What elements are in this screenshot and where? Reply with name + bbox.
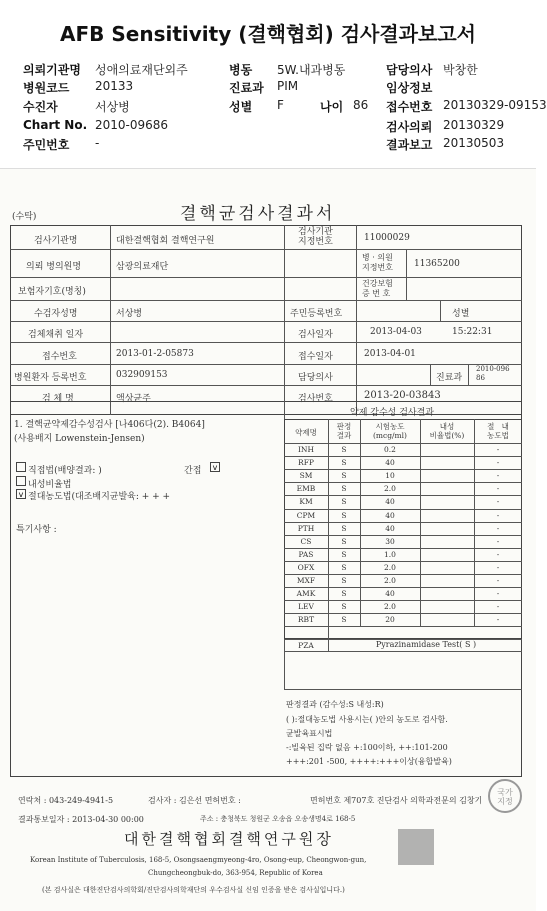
stamp-consignment: (수탁) bbox=[12, 212, 37, 222]
drug-cell-result: S bbox=[341, 589, 347, 599]
absolute-concentration-label: 절대농도법(대조배지균발육: + + + bbox=[28, 492, 171, 502]
drug-cell-concentration: 40 bbox=[385, 523, 395, 533]
report-title: AFB Sensitivity (결핵협회) 검사결과보고서 bbox=[60, 22, 476, 46]
drug-cell-concentration: 20 bbox=[385, 615, 395, 625]
th-concentration: 시험농도 (mcg/ml) bbox=[372, 422, 407, 440]
val-specimen-name: 액상균주 bbox=[116, 394, 151, 404]
val-receipt-no: 2013-01-2-05873 bbox=[116, 349, 194, 359]
lbl-insurance-no: 건강보험 증 번 호 bbox=[362, 279, 393, 298]
drug-cell-concentration: 1.0 bbox=[384, 549, 396, 559]
val-dept: 2010-096 86 bbox=[476, 365, 510, 382]
drug-row-divider bbox=[284, 587, 522, 588]
drug-table-title: 약제 감수성 검사결과 bbox=[350, 408, 434, 418]
drug-row-divider bbox=[284, 522, 522, 523]
drug-row-divider bbox=[284, 469, 522, 470]
drug-cell-concentration: 2.0 bbox=[384, 602, 396, 612]
drug-row-divider bbox=[284, 495, 522, 496]
field-value-result-report: 20130503 bbox=[443, 136, 505, 150]
drug-cell-absolute: - bbox=[496, 562, 500, 572]
legend-line-5: +++:201 -500, ++++:+++이상(융합발육) bbox=[286, 757, 452, 766]
legend-line-2: ( ):절대농도법 사용시는( )안의 농도로 검사함. bbox=[286, 715, 448, 724]
drug-cell-result: S bbox=[341, 445, 347, 454]
lbl-attending-doctor: 담당의사 bbox=[298, 373, 333, 383]
medium-text: (사용배지 Lowenstein-Jensen) bbox=[14, 434, 145, 444]
drug-cell-absolute: - bbox=[496, 589, 500, 599]
drug-cell-absolute: - bbox=[496, 576, 500, 585]
drug-cell-result: S bbox=[341, 615, 347, 625]
field-value-age: 86 bbox=[353, 98, 369, 112]
drug-cell-concentration: 2.0 bbox=[384, 484, 396, 494]
footer-license: 면허번호 제707호 진단검사 의학과전문의 김창기 bbox=[310, 796, 483, 805]
footer-institute: 대한결핵협회결핵연구원장 bbox=[124, 830, 334, 848]
pza-value: Pyrazinamidase Test( S ) bbox=[375, 640, 477, 649]
drug-cell-result: S bbox=[341, 562, 347, 572]
drug-row-divider bbox=[284, 561, 522, 562]
footer-address-en-1: Korean Institute of Tuberculosis, 168-5, Osongsaengmyeong-4ro, Osong-eup, Cheongwon-gun, bbox=[30, 856, 367, 864]
drug-cell-result: S bbox=[341, 549, 347, 559]
drug-row-divider bbox=[284, 535, 522, 536]
val-examinee: 서상병 bbox=[116, 309, 143, 319]
drug-row-divider bbox=[284, 548, 522, 549]
lbl-receipt-no: 접수번호 bbox=[42, 352, 77, 362]
val-lab-name: 대한결핵협회 결핵연구원 bbox=[116, 236, 215, 246]
lbl-hospital-designation: 병 · 의원 지정번호 bbox=[362, 253, 393, 272]
drug-cell-result: S bbox=[341, 510, 347, 520]
field-label-result-report: 결과보고 bbox=[386, 138, 433, 152]
field-value-resident-no: - bbox=[95, 136, 100, 150]
drug-cell-absolute: - bbox=[496, 471, 500, 481]
drug-cell-drug: LEV bbox=[298, 602, 314, 612]
drug-cell-absolute: - bbox=[496, 484, 500, 494]
footer-address-kr: 주소 : 충청북도 청원군 오송읍 오송생명4로 168-5 bbox=[200, 815, 356, 823]
drug-cell-result: S bbox=[341, 576, 347, 585]
field-label-department: 진료과 bbox=[229, 81, 264, 95]
drug-cell-absolute: - bbox=[496, 615, 500, 625]
field-value-institution: 성애의료재단외주 bbox=[95, 63, 188, 77]
certification-seal: 국가 지정 bbox=[488, 779, 522, 813]
form-title: 결핵균검사결과서 bbox=[180, 204, 336, 224]
drug-row-divider bbox=[284, 456, 522, 457]
val-lab-designation: 11000029 bbox=[364, 233, 410, 243]
field-value-department: PIM bbox=[277, 79, 299, 93]
drug-cell-concentration: 40 bbox=[385, 497, 395, 507]
field-label-clinical-info: 임상정보 bbox=[386, 81, 433, 95]
th-result: 판정 결과 bbox=[336, 422, 352, 440]
info-grid bbox=[10, 225, 522, 415]
scanned-report-image bbox=[0, 168, 536, 911]
lbl-test-no: 검사번호 bbox=[298, 394, 333, 404]
field-value-test-request: 20130329 bbox=[443, 118, 505, 132]
drug-row-divider bbox=[284, 574, 522, 575]
lbl-specimen-name: 검 체 명 bbox=[42, 394, 74, 404]
val-receipt-date: 2013-04-01 bbox=[364, 349, 416, 359]
drug-cell-absolute: - bbox=[496, 536, 500, 546]
indirect-method-checkbox: v bbox=[210, 462, 220, 472]
drug-cell-drug: RBT bbox=[297, 615, 315, 625]
footer-report-date: 결과통보일자 : 2013-04-30 00:00 bbox=[18, 815, 144, 824]
field-label-patient: 수진자 bbox=[23, 100, 58, 114]
drug-cell-absolute: - bbox=[496, 510, 500, 520]
field-value-hospital-code: 20133 bbox=[95, 79, 134, 93]
field-label-sex: 성별 bbox=[229, 100, 253, 114]
drug-cell-drug: PAS bbox=[298, 549, 314, 559]
field-label-resident-no: 주민번호 bbox=[23, 138, 70, 152]
val-test-no: 2013-20-03843 bbox=[364, 390, 441, 401]
direct-method-checkbox bbox=[16, 462, 26, 472]
field-value-receipt-no: 20130329-09153 bbox=[443, 98, 547, 112]
field-label-institution: 의뢰기관명 bbox=[23, 63, 81, 77]
val-patient-reg-no: 032909153 bbox=[116, 370, 168, 380]
lbl-examinee: 수검자성명 bbox=[34, 309, 78, 319]
institute-stamp bbox=[398, 829, 434, 865]
drug-cell-drug: SM bbox=[299, 471, 313, 481]
lbl-resident-reg-no: 주민등록번호 bbox=[290, 309, 343, 319]
drug-cell-absolute: - bbox=[496, 458, 500, 468]
drug-cell-drug: KM bbox=[299, 497, 313, 507]
drug-row-divider bbox=[284, 626, 522, 627]
drug-cell-drug: CS bbox=[300, 536, 312, 546]
field-label-ward: 병동 bbox=[229, 63, 253, 77]
drug-cell-drug: EMB bbox=[296, 484, 316, 494]
drug-cell-drug: MXF bbox=[296, 576, 316, 585]
notes-label: 특기사항 : bbox=[16, 525, 57, 535]
lbl-patient-reg-no: 병원환자 등록번호 bbox=[14, 373, 87, 383]
lbl-lab-designation: 검사기관 지정번호 bbox=[298, 227, 333, 247]
drug-cell-concentration: 40 bbox=[385, 510, 395, 520]
indirect-method-label: 간접 bbox=[184, 466, 202, 476]
proportion-method-label: 내성비율법 bbox=[28, 480, 72, 490]
val-test-time: 15:22:31 bbox=[452, 327, 493, 337]
drug-cell-result: S bbox=[341, 497, 347, 507]
drug-cell-drug: INH bbox=[297, 445, 315, 454]
field-label-test-request: 검사의뢰 bbox=[386, 120, 433, 134]
lbl-lab-name: 검사기관명 bbox=[34, 236, 78, 246]
th-drug: 약제명 bbox=[295, 428, 317, 437]
field-label-age: 나이 bbox=[320, 100, 344, 114]
val-hospital-designation: 11365200 bbox=[414, 259, 460, 269]
lbl-insurer: 보험자기호(명칭) bbox=[18, 287, 86, 297]
drug-cell-drug: CPM bbox=[296, 510, 316, 520]
drug-cell-drug: PTH bbox=[297, 523, 315, 533]
th-proportion: 내성 비율법(%) bbox=[429, 422, 465, 440]
method-title: 1. 결핵균약제감수성검사 [나406다(2). B4064] bbox=[14, 420, 205, 430]
lbl-dept: 진료과 bbox=[436, 373, 463, 383]
lbl-test-date: 검사일자 bbox=[298, 330, 333, 340]
drug-cell-absolute: - bbox=[496, 445, 500, 454]
drug-cell-absolute: - bbox=[496, 497, 500, 507]
th-absolute: 절 내 농도법 bbox=[487, 422, 509, 440]
field-value-doctor: 박창한 bbox=[443, 63, 478, 77]
field-label-chart-no: Chart No. bbox=[23, 118, 88, 132]
legend-line-4: -:빌육된 집락 없음 +:100이하, ++:101-200 bbox=[286, 743, 448, 752]
drug-cell-drug: RFP bbox=[298, 458, 314, 468]
drug-cell-result: S bbox=[341, 602, 347, 612]
drug-cell-result: S bbox=[341, 471, 347, 481]
drug-cell-result: S bbox=[341, 484, 347, 494]
field-value-chart-no: 2010-09686 bbox=[95, 118, 169, 132]
pza-label: PZA bbox=[298, 641, 314, 650]
footer-cert-note: (본 검사실은 대한진단검사의학회/진단검사의학재단의 우수검사실 신임 인증을 받은 검사실입니다.) bbox=[42, 886, 345, 894]
drug-cell-result: S bbox=[341, 523, 347, 533]
drug-row-divider bbox=[284, 613, 522, 614]
drug-cell-concentration: 10 bbox=[385, 471, 395, 481]
val-referring-hospital: 삼광의료재단 bbox=[116, 262, 169, 272]
drug-cell-absolute: - bbox=[496, 523, 500, 533]
lbl-referring-hospital: 의뢰 병의원명 bbox=[26, 262, 82, 272]
lbl-receipt-date: 접수일자 bbox=[298, 352, 333, 362]
drug-cell-result: S bbox=[341, 458, 347, 468]
drug-cell-concentration: 2.0 bbox=[384, 576, 396, 585]
drug-row-divider bbox=[284, 509, 522, 510]
footer-contact: 연락처 : 043-249-4941-5 bbox=[18, 796, 114, 805]
drug-cell-absolute: - bbox=[496, 549, 500, 559]
drug-row-divider bbox=[284, 600, 522, 601]
field-label-receipt-no: 접수번호 bbox=[386, 100, 433, 114]
drug-cell-concentration: 0.2 bbox=[384, 445, 396, 454]
drug-cell-absolute: - bbox=[496, 602, 500, 612]
val-test-date: 2013-04-03 bbox=[370, 327, 422, 337]
lbl-specimen-date: 검체채취 일자 bbox=[28, 330, 84, 340]
drug-row-divider bbox=[284, 482, 522, 483]
field-value-sex: F bbox=[277, 98, 284, 112]
absolute-concentration-checkbox: v bbox=[16, 489, 26, 499]
field-value-patient: 서상병 bbox=[95, 100, 130, 114]
proportion-method-checkbox bbox=[16, 476, 26, 486]
direct-method-label: 직접법(배양결과: ) bbox=[28, 466, 102, 476]
footer-address-en-2: Chungcheongbuk-do, 363-954, Republic of Korea bbox=[148, 869, 323, 877]
field-label-hospital-code: 병원코드 bbox=[23, 81, 70, 95]
drug-cell-concentration: 30 bbox=[385, 536, 395, 546]
field-label-doctor: 담당의사 bbox=[386, 63, 433, 77]
legend-line-3: 균발육표시법 bbox=[286, 729, 333, 738]
field-value-ward: 5W.내과병동 bbox=[277, 63, 346, 77]
legend-line-1: 판정결과 (감수성:S 내성:R) bbox=[286, 700, 384, 709]
drug-cell-drug: AMK bbox=[296, 589, 316, 599]
drug-cell-result: S bbox=[341, 536, 347, 546]
drug-cell-concentration: 2.0 bbox=[384, 562, 396, 572]
drug-cell-concentration: 40 bbox=[385, 589, 395, 599]
drug-cell-drug: OFX bbox=[297, 562, 315, 572]
drug-cell-concentration: 40 bbox=[385, 458, 395, 468]
footer-checker: 검사자 : 김은선 면허번호 : bbox=[148, 796, 241, 805]
lbl-sex: 성별 bbox=[452, 309, 470, 319]
